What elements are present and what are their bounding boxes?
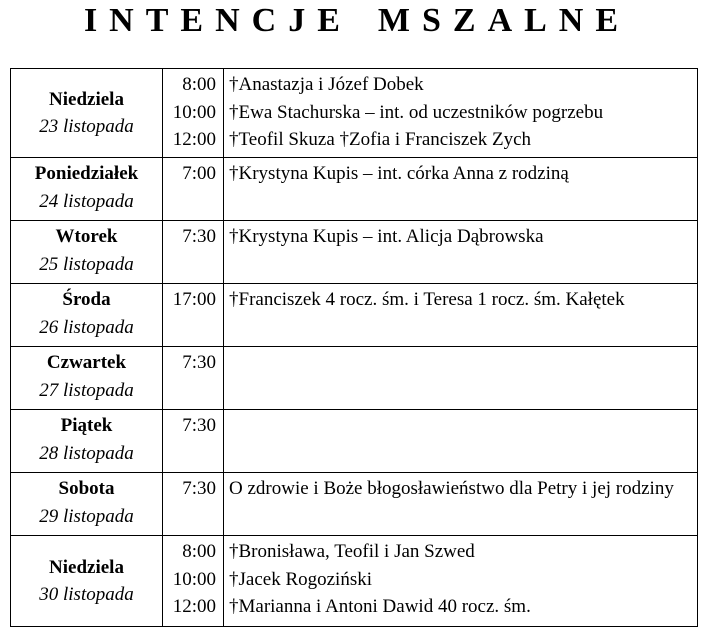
intention-text: †Krystyna Kupis – int. Alicja Dąbrowska bbox=[229, 226, 544, 247]
day-cell bbox=[11, 69, 163, 158]
table-row bbox=[11, 284, 698, 347]
mass-time: 7:30 bbox=[182, 478, 216, 499]
day-name: Środa bbox=[62, 289, 111, 310]
intention-cell bbox=[224, 221, 698, 284]
intention-cell bbox=[224, 347, 698, 410]
mass-time: 8:00 bbox=[182, 541, 216, 562]
day-date: 26 listopada bbox=[39, 316, 134, 338]
table-row bbox=[11, 158, 698, 221]
day-name: Sobota bbox=[58, 478, 115, 499]
mass-time: 12:00 bbox=[172, 596, 216, 617]
intention-text: †Teofil Skuza †Zofia i Franciszek Zych bbox=[229, 129, 532, 150]
day-name: Piątek bbox=[60, 415, 113, 436]
title-word-2: MSZALNE bbox=[377, 2, 631, 39]
intention-text: †Bronisława, Teofil i Jan Szwed bbox=[229, 541, 475, 562]
day-date: 24 listopada bbox=[39, 190, 134, 212]
intention-cell bbox=[224, 410, 698, 473]
intention-cell bbox=[224, 69, 698, 158]
day-date: 29 listopada bbox=[39, 505, 134, 527]
time-cell bbox=[163, 221, 224, 284]
table-row bbox=[11, 536, 698, 627]
table-row bbox=[11, 69, 698, 158]
time-cell bbox=[163, 69, 224, 158]
day-cell bbox=[11, 284, 163, 347]
mass-time: 7:30 bbox=[182, 415, 216, 436]
day-cell bbox=[11, 410, 163, 473]
mass-time: 7:00 bbox=[182, 163, 216, 184]
intention-text: †Krystyna Kupis – int. córka Anna z rodziną bbox=[229, 163, 569, 184]
table-row bbox=[11, 221, 698, 284]
intention-cell bbox=[224, 473, 698, 536]
mass-time: 17:00 bbox=[172, 289, 216, 310]
title-word-1: INTENCJE bbox=[83, 2, 352, 39]
mass-time: 7:30 bbox=[182, 352, 216, 373]
intention-text: †Jacek Rogoziński bbox=[229, 568, 373, 590]
day-name: Czwartek bbox=[46, 352, 127, 373]
day-date: 23 listopada bbox=[39, 116, 134, 137]
intention-cell bbox=[224, 158, 698, 221]
mass-time: 8:00 bbox=[182, 74, 216, 95]
time-cell bbox=[163, 158, 224, 221]
intention-text: †Marianna i Antoni Dawid 40 rocz. śm. bbox=[229, 596, 531, 617]
mass-time: 10:00 bbox=[172, 568, 216, 590]
table-row bbox=[11, 473, 698, 536]
day-name: Wtorek bbox=[55, 226, 118, 247]
intention-text: †Ewa Stachurska – int. od uczestników pogrzebu bbox=[229, 101, 604, 123]
time-cell bbox=[163, 536, 224, 627]
table-row bbox=[11, 410, 698, 473]
page-title bbox=[0, 0, 710, 44]
mass-time: 12:00 bbox=[172, 129, 216, 150]
day-cell bbox=[11, 473, 163, 536]
intention-text: †Anastazja i Józef Dobek bbox=[229, 74, 424, 95]
day-cell bbox=[11, 536, 163, 627]
intention-cell bbox=[224, 284, 698, 347]
day-date: 28 listopada bbox=[39, 442, 134, 464]
time-cell bbox=[163, 410, 224, 473]
time-cell bbox=[163, 347, 224, 410]
mass-time: 7:30 bbox=[182, 226, 216, 247]
day-date: 27 listopada bbox=[39, 379, 134, 401]
time-cell bbox=[163, 473, 224, 536]
day-name: Niedziela bbox=[49, 88, 124, 110]
day-date: 30 listopada bbox=[39, 584, 134, 605]
mass-intentions-table bbox=[10, 68, 698, 627]
day-cell bbox=[11, 158, 163, 221]
day-name: Poniedziałek bbox=[34, 163, 139, 184]
day-cell bbox=[11, 347, 163, 410]
mass-time: 10:00 bbox=[172, 101, 216, 123]
day-name: Niedziela bbox=[49, 556, 124, 578]
day-cell bbox=[11, 221, 163, 284]
day-date: 25 listopada bbox=[39, 253, 134, 275]
intention-text: †Franciszek 4 rocz. śm. i Teresa 1 rocz. śm. Kałętek bbox=[229, 289, 625, 310]
intention-cell bbox=[224, 536, 698, 627]
time-cell bbox=[163, 284, 224, 347]
table-row bbox=[11, 347, 698, 410]
intention-text: O zdrowie i Boże błogosławieństwo dla Petry i jej rodziny bbox=[229, 478, 674, 499]
